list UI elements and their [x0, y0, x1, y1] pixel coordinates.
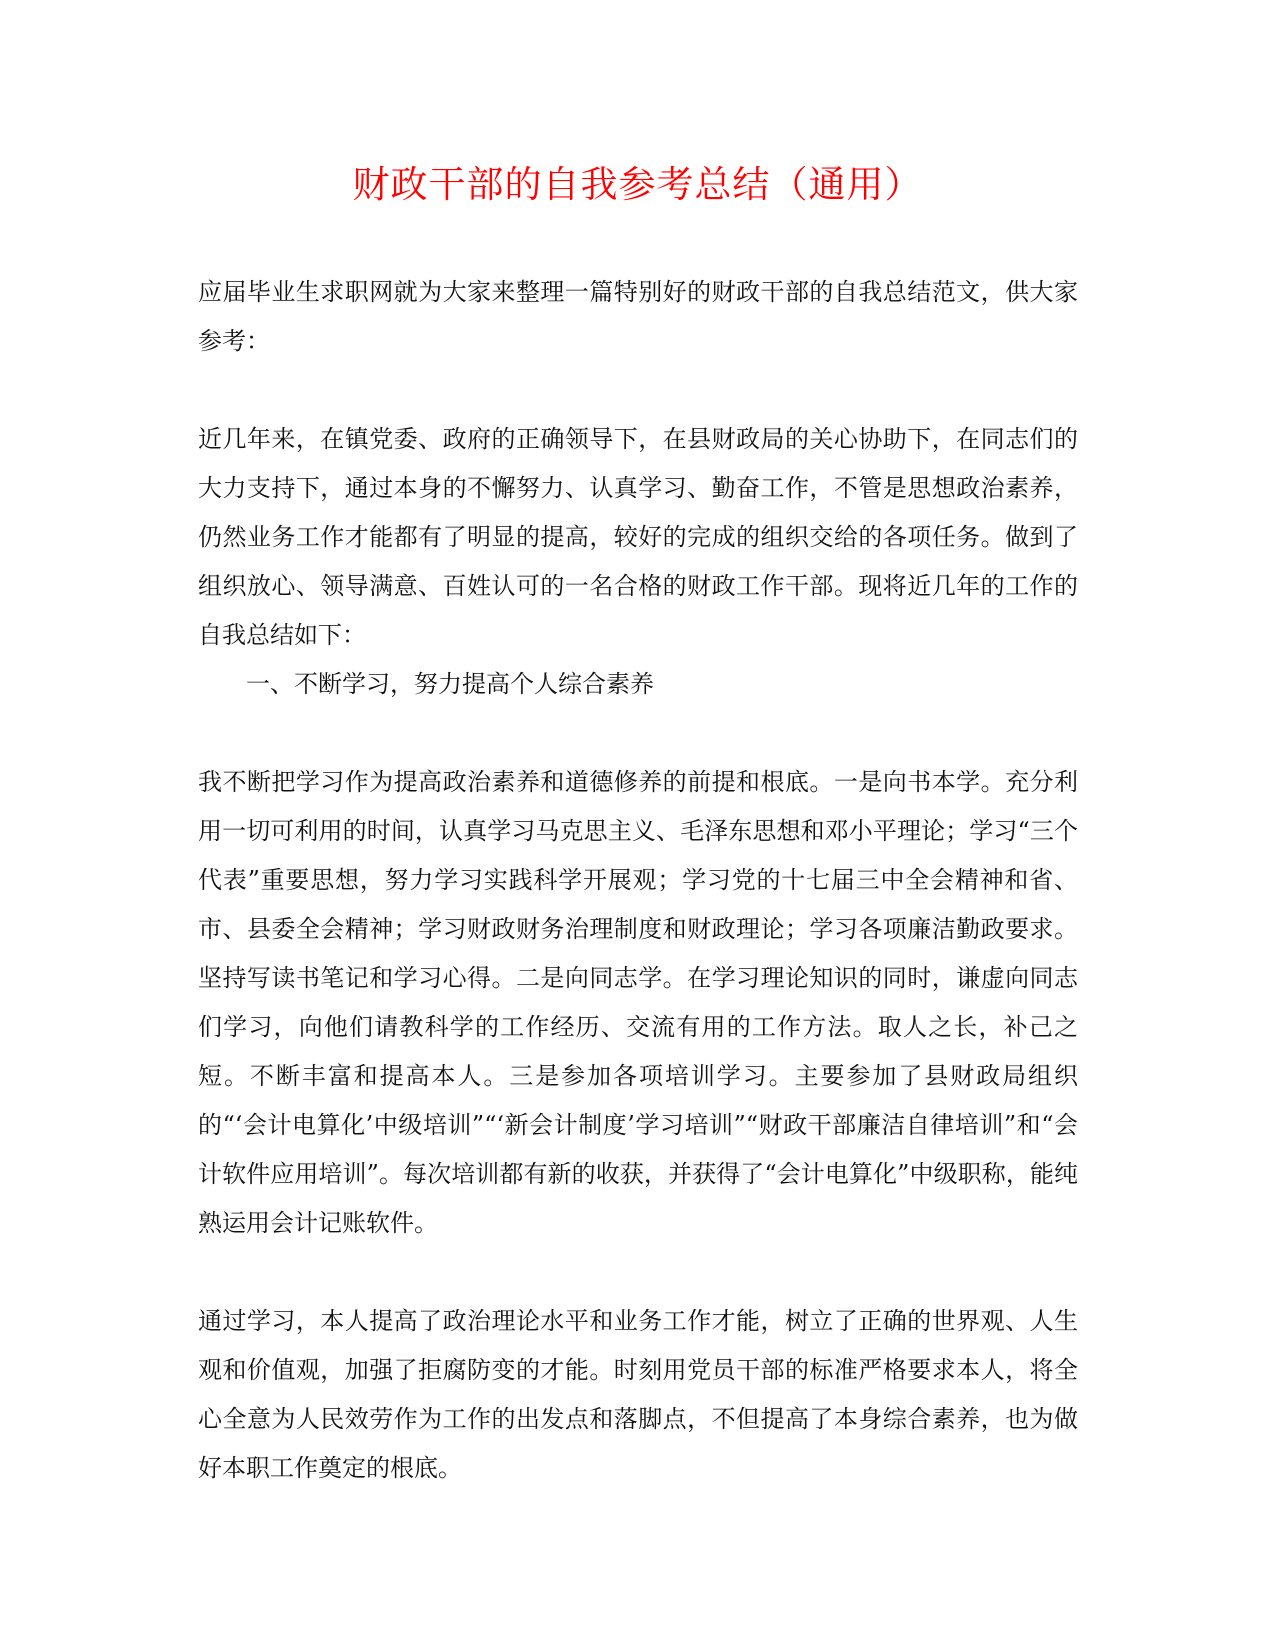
section-heading-1: 一、不断学习，努力提高个人综合素养	[246, 670, 654, 698]
document-body	[198, 268, 1078, 1493]
paragraph-spacer	[198, 709, 1078, 758]
paragraph-spacer	[198, 366, 1078, 415]
paragraph-study: 我不断把学习作为提高政治素养和道德修养的前提和根底。一是向书本学。充分利用一切可利用的时间，认真学习马克思主义、毛泽东思想和邓小平理论；学习“三个代表”重要思想，努力学习实践科学开展观；学习党的十七届三中全会精神和省、市、县委全会精神；学习财政财务治理制度和财政理论；学习各项廉洁勤政要求。坚持写读书笔记和学习心得。二是向同志学。在学习理论知识的同时，谦虚向同志们学习，向他们请教科学的工作经历、交流有用的工作方法。取人之长，补己之短。不断丰富和提高本人。三是参加各项培训学习。主要参加了县财政局组织的“‘会计电算化’中级培训”“‘新会计制度’学习培训”“财政干部廉洁自律培训”和“会计软件应用培训”。每次培训都有新的收获，并获得了“会计电算化”中级职称，能纯熟运用会计记账软件。	[198, 768, 1078, 1237]
paragraph-overview: 近几年来，在镇党委、政府的正确领导下，在县财政局的关心协助下，在同志们的大力支持下，通过本身的不懈努力、认真学习、勤奋工作，不管是思想政治素养，仍然业务工作才能都有了明显的提高，较好的完成的组织交给的各项任务。做到了组织放心、领导满意、百姓认可的一名合格的财政工作干部。现将近几年的工作的自我总结如下：	[198, 425, 1078, 649]
paragraph-result: 通过学习，本人提高了政治理论水平和业务工作才能，树立了正确的世界观、人生观和价值观，加强了拒腐防变的才能。时刻用党员干部的标准严格要求本人，将全心全意为人民效劳作为工作的出发点和落脚点，不但提高了本身综合素养，也为做好本职工作奠定的根底。	[198, 1307, 1078, 1482]
paragraph-intro: 应届毕业生求职网就为大家来整理一篇特别好的财政干部的自我总结范文，供大家参考：	[198, 278, 1078, 355]
document-title: 财政干部的自我参考总结（通用）	[352, 163, 923, 206]
paragraph-spacer	[198, 1248, 1078, 1297]
